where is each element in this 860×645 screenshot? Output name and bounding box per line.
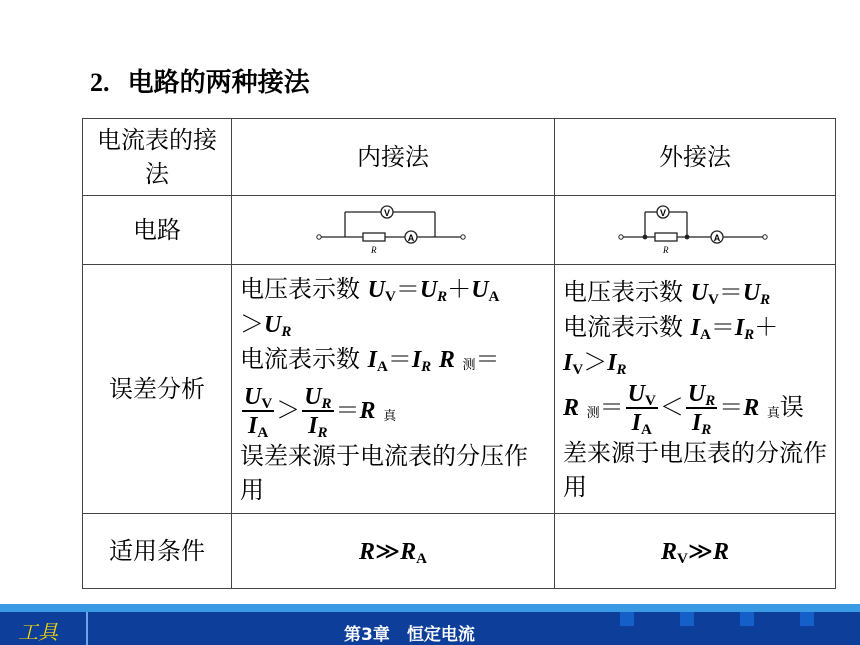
external-condition: $R_V≫R$ [555, 514, 836, 589]
footer-decor-square [740, 612, 754, 626]
row-header-circuit: 电路 [83, 196, 232, 265]
section-title: 电路的两种接法 [127, 68, 310, 98]
internal-fraction-line: $\frac{U_V}{I_A}$ ＞ $\frac{U_R}{I_R}$ ＝R 真 [244, 383, 397, 441]
external-error-cell [555, 265, 836, 514]
resistor-label-ext: R [663, 244, 669, 255]
internal-circuit-cell [232, 196, 555, 265]
external-error-text: 电压表示数 $U_V=U_R$ 电流表示数 $I_A=I_R+$ $I_V>I_R$ R 测＝ $\frac{U_V}{I_A}$ ＜ $\frac{U_R}{I_R}$ ＝R 真误 差来源于电压表的分流作用 [555, 273, 835, 506]
resistor-label: R [371, 244, 377, 255]
external-error-conclusion: 差来源于电压表的分流作用 [563, 438, 827, 501]
connection-methods-table [82, 118, 836, 589]
internal-error-cell [232, 265, 555, 514]
footer-decor-square [800, 612, 814, 626]
meter-v-label-ext: V [659, 207, 667, 218]
col-header-external: 外接法 [555, 119, 836, 196]
col-header-internal: 内接法 [232, 119, 555, 196]
section-heading [90, 62, 310, 99]
row-header-condition: 适用条件 [83, 514, 232, 589]
chapter-title: 第3章 恒定电流 [344, 625, 475, 645]
meter-a-label: A [407, 232, 415, 243]
external-fraction-line: R 测＝ $\frac{U_V}{I_A}$ ＜ $\frac{U_R}{I_R}$ ＝R 真误 [563, 380, 804, 438]
internal-error-conclusion: 误差来源于电流表的分压作用 [240, 441, 528, 504]
footer-band [0, 604, 860, 612]
external-circuit-cell [555, 196, 836, 265]
tool-button[interactable]: 工具 [18, 620, 58, 644]
condition-row [83, 514, 836, 589]
footer-divider [86, 612, 88, 645]
row-header-method: 电流表的接法 [83, 119, 232, 196]
footer-decor-square [680, 612, 694, 626]
internal-error-text: 电压表示数 $U_V=U_R+U_A$ $>U_R$ 电流表示数 $I_A=I_R$ R 测＝ $\frac{U_V}{I_A}$ ＞ $\frac{U_R}{I_R}$ ＝R 真 误差来源于电流表的分压作用 [232, 270, 554, 509]
error-analysis-row [83, 265, 836, 514]
internal-circuit-diagram [313, 197, 473, 255]
footer-bar [0, 604, 860, 645]
row-header-error: 误差分析 [83, 265, 232, 514]
header-row [83, 119, 836, 196]
meter-a-label-ext: A [713, 232, 721, 243]
footer-decor-square [620, 612, 634, 626]
meter-v-label: V [383, 207, 391, 218]
section-number: 2. [90, 68, 110, 97]
external-circuit-diagram [615, 197, 775, 255]
circuit-row [83, 196, 836, 265]
internal-condition: $R≫R_A$ [232, 514, 555, 589]
